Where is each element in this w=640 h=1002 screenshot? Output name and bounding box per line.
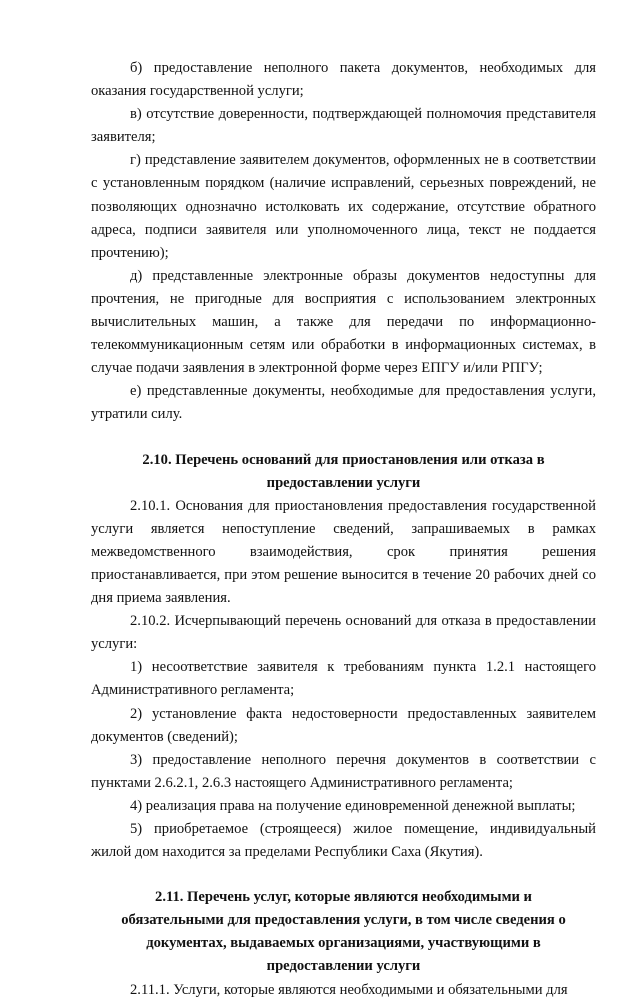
paragraph-b: б) предоставление неполного пакета документов, необходимых для оказания государственной услуги; — [91, 60, 596, 100]
paragraph-2-11-1: 2.11.1. Услуги, которые являются необходимыми и обязательными для — [130, 981, 568, 998]
list-item: 5) приобретаемое (строящееся) жилое помещение, индивидуальный жилой дом находится за пределами Республики Саха (Якутия). — [91, 821, 596, 861]
section-2-10-heading: 2.10. Перечень оснований для приостановления или отказа в предоставлении услуги — [142, 451, 545, 491]
list-item: 4) реализация права на получение единовременной денежной выплаты; — [130, 797, 576, 814]
document-page — [91, 57, 596, 1002]
list-item: 3) предоставление неполного перечня документов в соответствии с пунктами 2.6.2.1, 2.6.3 настоящего Административного регламента; — [91, 751, 596, 791]
paragraph-d: д) представленные электронные образы документов недоступны для прочтения, не пригодные для восприятия с использованием электронных вычислительных машин, а также для передачи по информационно-телекоммуникационным сетям или обработки в информационных системах, в случае подачи заявления в электронной форме через ЕПГУ и/или РПГУ; — [91, 267, 596, 377]
paragraph-2-10-2: 2.10.2. Исчерпывающий перечень оснований для отказа в предоставлении услуги: — [91, 613, 596, 653]
paragraph-2-10-1: 2.10.1. Основания для приостановления предоставления государственной услуги является непоступление сведений, запрашиваемых в рамках межведомственного взаимодействия, срок принятия решения приостанавливается, при этом решение выносится в течение 20 рабочих дней со дня приема заявления. — [91, 497, 596, 607]
section-2-11-heading: 2.11. Перечень услуг, которые являются необходимыми и обязательными для предоставления услуги, в том числе сведения о документах, выдаваемых организациями, участвующими в предоставлении услуги — [121, 889, 566, 975]
list-item: 2) установление факта недостоверности предоставленных заявителем документов (сведений); — [91, 705, 596, 745]
paragraph-v: в) отсутствие доверенности, подтверждающей полномочия представителя заявителя; — [91, 106, 596, 146]
paragraph-e: е) представленные документы, необходимые для предоставления услуги, утратили силу. — [91, 383, 596, 423]
list-item: 1) несоответствие заявителя к требованиям пункта 1.2.1 настоящего Административного регламента; — [91, 659, 596, 699]
paragraph-g: г) представление заявителем документов, оформленных не в соответствии с установленным порядком (наличие исправлений, серьезных повреждений, не позволяющих однозначно истолковать их содержание, отсутствие обратного адреса, подписи заявителя или уполномоченного лица, текст не поддается прочтению); — [91, 152, 596, 261]
